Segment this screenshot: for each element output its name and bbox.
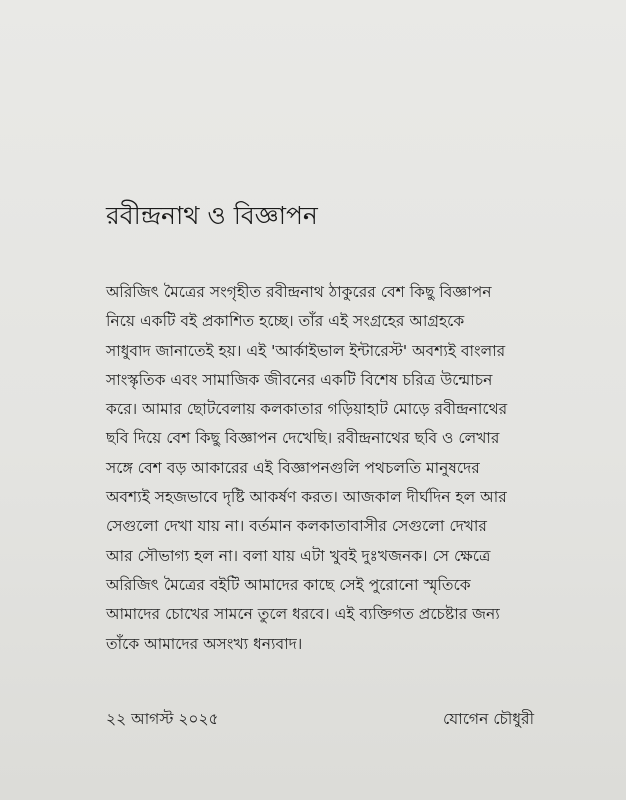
paragraph-line: করে। আমার ছোটবেলায় কলকাতার গড়িয়াহাট মোড়ে রবীন্দ্রনাথের [106,400,508,419]
author-name: যোগেন চৌধুরী [442,710,534,728]
paragraph-line: অরিজিৎ মৈত্রের বইটি আমাদের কাছে সেই পুরোনো স্মৃতিকে [106,575,471,594]
paragraph-line: নিয়ে একটি বই প্রকাশিত হচ্ছে। তাঁর এই সংগ্রহের আগ্রহকে [106,312,465,331]
paragraph-line: ছবি দিয়ে বেশ কিছু বিজ্ঞাপন দেখেছি। রবীন্দ্রনাথের ছবি ও লেখার [106,429,500,448]
page-title: রবীন্দ্রনাথ ও বিজ্ঞাপন [106,201,318,230]
paragraph-line: সেগুলো দেখা যায় না। বর্তমান কলকাতাবাসীর সেগুলো দেখার [106,517,487,536]
body-paragraph [106,278,536,659]
paragraph-line: আমাদের চোখের সামনে তুলে ধরবে। এই ব্যক্তিগত প্রচেষ্টার জন্য [106,605,500,624]
paragraph-line: তাঁকে আমাদের অসংখ্য ধন্যবাদ। [106,634,303,653]
paragraph-line: অরিজিৎ মৈত্রের সংগৃহীত রবীন্দ্রনাথ ঠাকুরের বেশ কিছু বিজ্ঞাপন [106,283,492,301]
paragraph-line: সঙ্গে বেশ বড় আকারের এই বিজ্ঞাপনগুলি পথচলতি মানুষদের [106,458,480,477]
paragraph-line: সাধুবাদ জানাতেই হয়। এই 'আর্কাইভাল ইন্টারেস্ট' অবশ্যই বাংলার [106,341,506,360]
paragraph-line: সাংস্কৃতিক এবং সামাজিক জীবনের একটি বিশেষ চরিত্র উন্মোচন [106,370,493,389]
paragraph-line: অবশ্যই সহজভাবে দৃষ্টি আকর্ষণ করত। আজকাল দীর্ঘদিন হল আর [106,488,507,507]
signature-date: ২২ আগস্ট ২০২৫ [106,710,219,728]
paragraph-line: আর সৌভাগ্য হল না। বলা যায় এটা খুবই দুঃখজনক। সে ক্ষেত্রে [106,546,491,565]
